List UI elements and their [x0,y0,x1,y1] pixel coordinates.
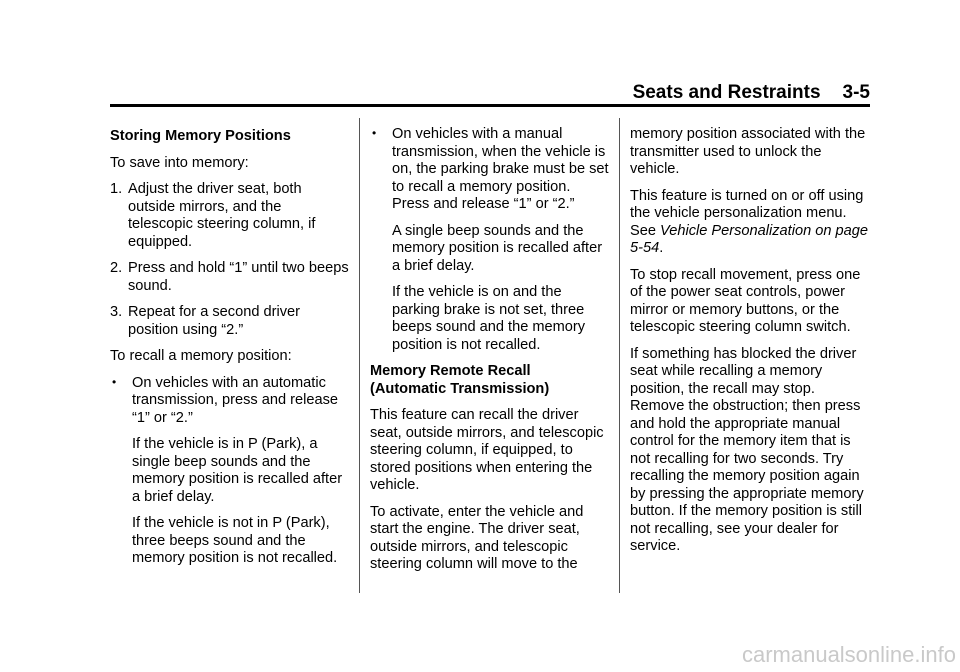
page-header [110,82,870,104]
paragraph: If something has blocked the driver seat while recalling a memory position, the recall may stop. Remove the obstruction; then press and hold the appropriate manual control for the memory item that is not recalling for two seconds. Try recalling the memory position again by pressing the appropriate memory button. If the memory position is still not recalling, see your dealer for service. [630,345,864,554]
column-2 [370,126,610,583]
bullet-icon: • [112,374,117,389]
step-number: 3. [110,304,123,320]
step-text: Press and hold “1” until two beeps sound. [128,260,349,294]
paragraph-text: This feature is turned on or off using the vehicle personalization menu. See [630,187,864,239]
step-number: 1. [110,181,123,197]
numbered-step [110,260,350,295]
paragraph: memory position associated with the transmitter used to unlock the vehicle. [630,126,866,177]
indented-paragraph: If the vehicle is on and the parking brake is not set, three beeps sound and the memory position is not recalled. [392,284,586,353]
paragraph: To recall a memory position: [110,348,292,364]
paragraph-text: . [659,240,664,256]
step-number: 2. [110,260,123,276]
header-rule [110,104,870,107]
paragraph [630,188,870,258]
paragraph: To activate, enter the vehicle and start the engine. The driver seat, outside mirrors, and telescopic steering column will move to the [370,503,584,572]
column-divider-2 [619,118,620,593]
indented-paragraph: If the vehicle is not in P (Park), three beeps sound and the memory position is not recalled. [132,515,338,566]
section-heading: Storing Memory Positions [110,128,291,144]
numbered-step [110,304,350,339]
bullet-icon: • [372,126,377,140]
page-number: 3-5 [842,82,870,103]
watermark: carmanualsonline.info [741,642,956,667]
paragraph: This feature can recall the driver seat, outside mirrors, and telescopic steering column, if equipped, to stored positions when entering the vehicle. [370,407,604,493]
paragraph: To save into memory: [110,154,249,171]
numbered-step [110,181,350,251]
header-title [633,82,870,104]
column-1 [110,128,350,577]
bullet-text: On vehicles with an automatic transmission, press and release “1” or “2.” [132,374,339,426]
indented-paragraph: If the vehicle is in P (Park), a single beep sounds and the memory position is recalled after a brief delay. [132,436,343,505]
bullet-text: On vehicles with a manual transmission, when the vehicle is on, the parking brake must be set to recall a memory position. Press and release “1” or “2.” [392,126,609,212]
step-text: Repeat for a second driver position using “2.” [128,304,300,338]
bullet-item [370,126,610,214]
paragraph: To stop recall movement, press one of the power seat controls, power mirror or memory buttons, or the telescopic steering column switch. [630,266,861,335]
cross-reference-link[interactable]: Vehicle Personalization on page 5-54 [630,222,868,256]
step-text: Adjust the driver seat, both outside mirrors, and the telescopic steering column, if equipped. [128,181,316,250]
column-divider-1 [359,118,360,593]
column-3 [630,126,870,565]
section-heading: Memory Remote Recall (Automatic Transmission) [370,363,550,397]
indented-paragraph: A single beep sounds and the memory position is recalled after a brief delay. [392,222,603,274]
section-title: Seats and Restraints [632,82,821,103]
bullet-item [110,375,350,428]
